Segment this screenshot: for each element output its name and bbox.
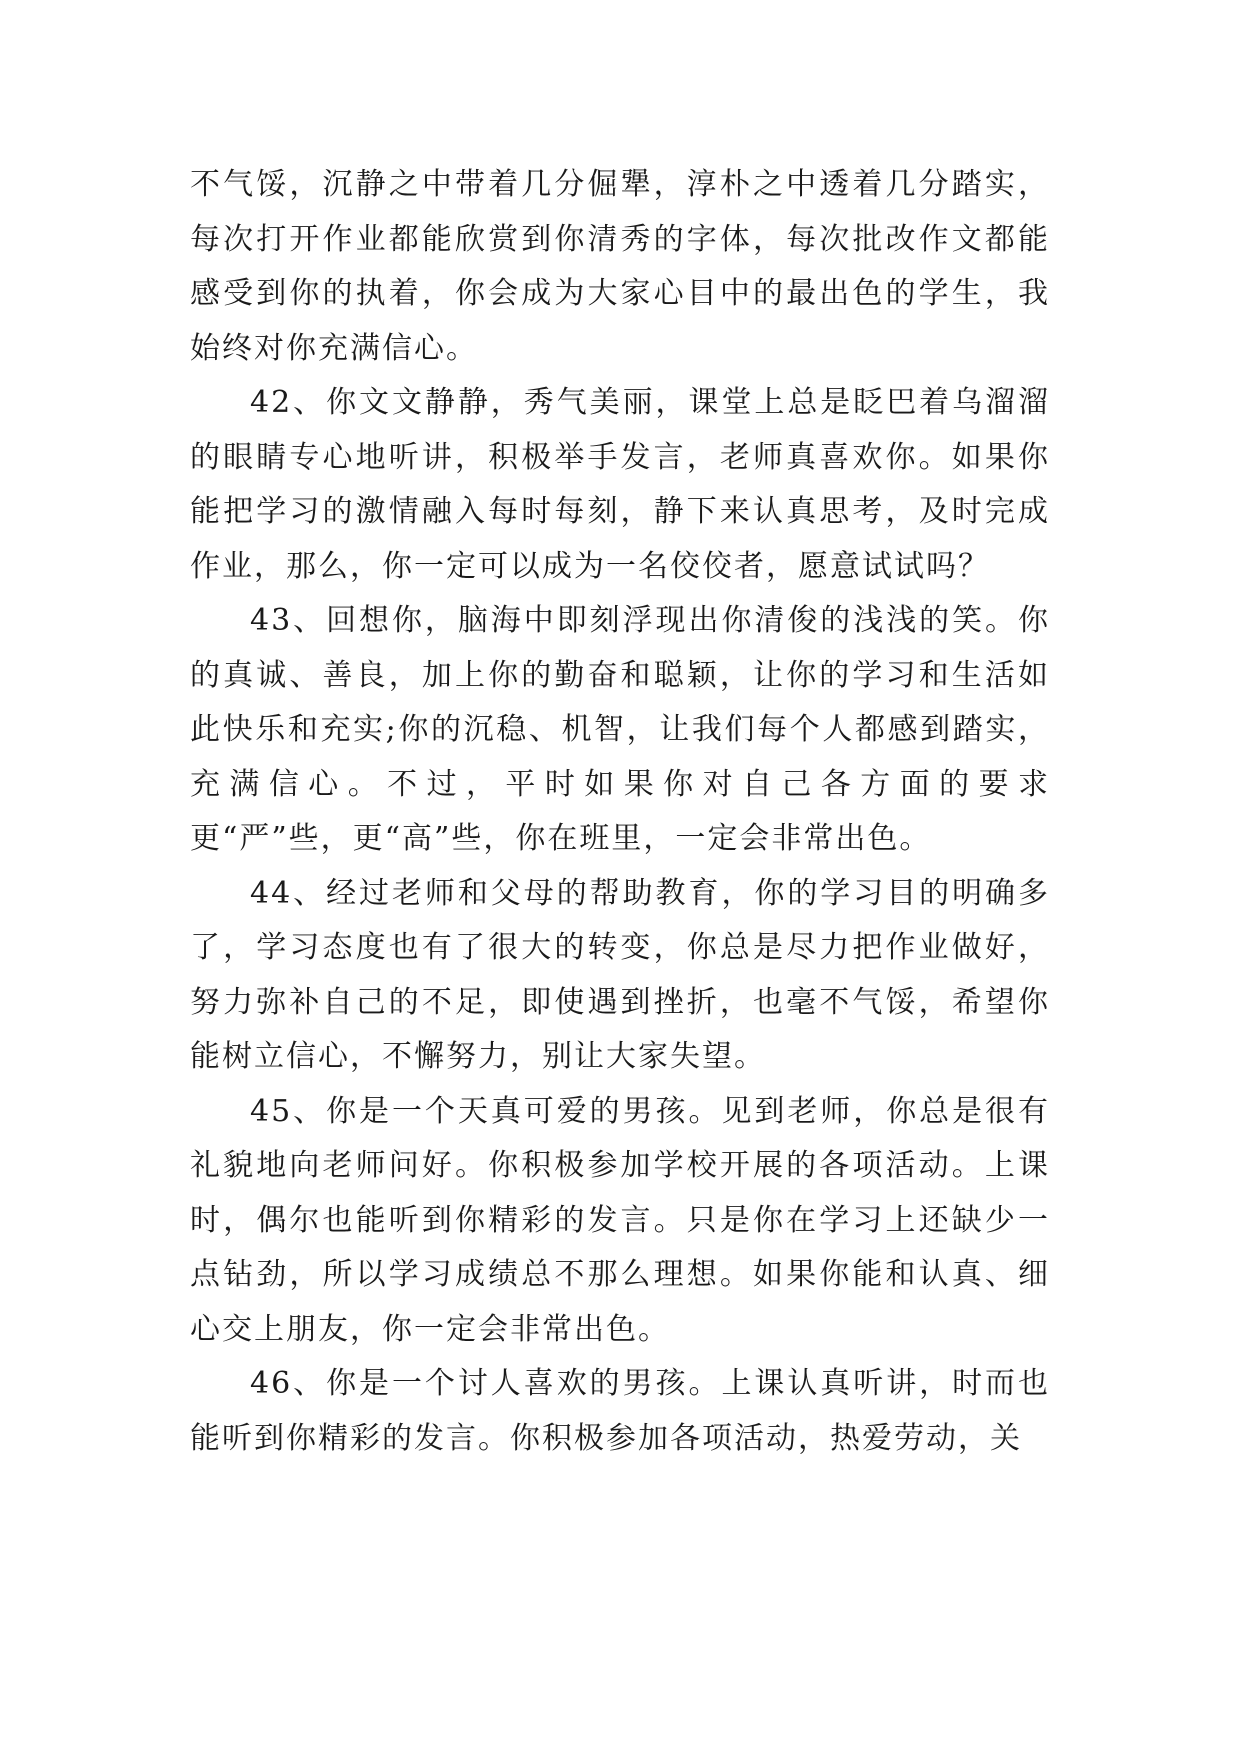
paragraph-comment-45: 45、你是一个天真可爱的男孩。见到老师，你总是很有礼貌地向老师问好。你积极参加学校开展的各项活动。上课时，偶尔也能听到你精彩的发言。只是你在学习上还缺少一点钻劲，所以学习成绩总不那么理想。如果你能和认真、细心交上朋友，你一定会非常出色。: [190, 1093, 1050, 1347]
paragraph-continuation: 不气馁，沉静之中带着几分倔犟，淳朴之中透着几分踏实，每次打开作业都能欣赏到你清秀的字体，每次批改作文都能感受到你的执着，你会成为大家心目中的最出色的学生，我始终对你充满信心。: [190, 167, 1050, 366]
document-page: [190, 158, 1050, 1466]
paragraph-comment-43: 43、回想你，脑海中即刻浮现出你清俊的浅浅的笑。你的真诚、善良，加上你的勤奋和聪颖，让你的学习和生活如此快乐和充实;你的沉稳、机智，让我们每个人都感到踏实，充满信心。不过，平时如果你对自己各方面的要求更“严”些，更“高”些，你在班里，一定会非常出色。: [190, 603, 1050, 856]
paragraph-comment-44: 44、经过老师和父母的帮助教育，你的学习目的明确多了，学习态度也有了很大的转变，你总是尽力把作业做好，努力弥补自己的不足，即使遇到挫折，也毫不气馁，希望你能树立信心，不懈努力，别让大家失望。: [190, 875, 1050, 1074]
paragraph-comment-42: 42、你文文静静，秀气美丽，课堂上总是眨巴着乌溜溜的眼睛专心地听讲，积极举手发言，老师真喜欢你。如果你能把学习的激情融入每时每刻，静下来认真思考，及时完成作业，那么，你一定可以成为一名佼佼者，愿意试试吗？: [190, 385, 1050, 584]
paragraph-comment-46: 46、你是一个讨人喜欢的男孩。上课认真听讲，时而也能听到你精彩的发言。你积极参加各项活动，热爱劳动，关: [190, 1366, 1050, 1456]
